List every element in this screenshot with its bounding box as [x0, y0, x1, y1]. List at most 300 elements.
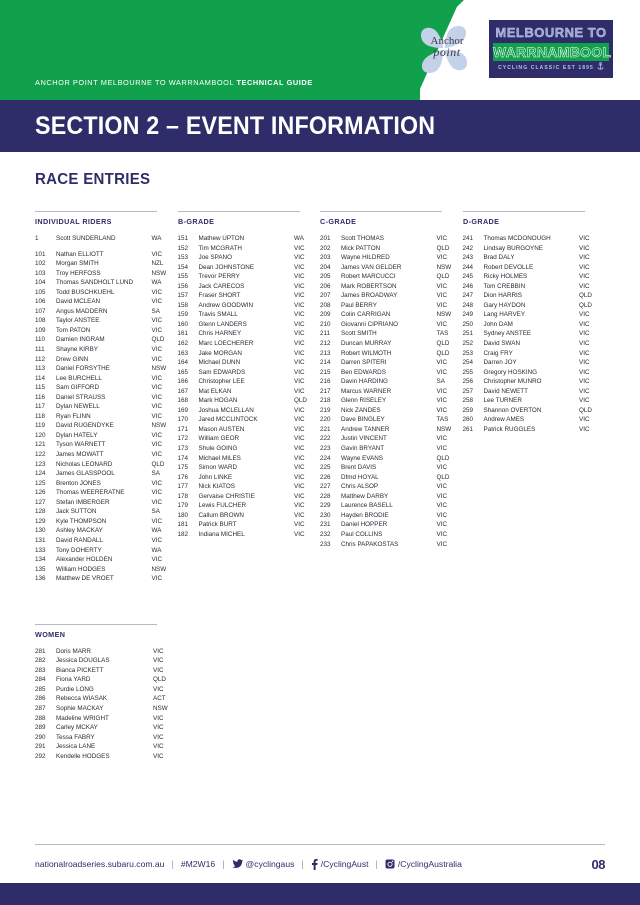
footer-instagram[interactable]: [385, 859, 462, 869]
rider-state: VIC: [294, 340, 305, 348]
rider-state: VIC: [579, 244, 590, 252]
rider-name: Shayne KIRBY: [56, 346, 99, 354]
rider-number: 169: [177, 406, 189, 414]
rider-state: VIC: [436, 292, 447, 300]
rider-name: Thomas SANDHOLT LUND: [56, 279, 134, 287]
rider-state: NZL: [151, 260, 164, 268]
rider-state: QLD: [153, 676, 166, 684]
rider-state: VIC: [151, 441, 162, 449]
rider-state: VIC: [151, 355, 162, 363]
rider-number: 215: [320, 368, 331, 376]
rider-row: [463, 387, 606, 397]
rider-row: [35, 288, 178, 298]
rider-state: VIC: [153, 647, 164, 655]
rider-number: 119: [35, 422, 46, 430]
rider-row: [35, 675, 179, 685]
rider-name: Lang HARVEY: [483, 311, 526, 319]
rider-state: VIC: [153, 666, 164, 674]
rider-number: 247: [462, 292, 474, 300]
rider-row: [320, 377, 463, 387]
rider-number: 124: [35, 470, 46, 478]
rider-row: [320, 530, 463, 540]
rider-number: 134: [35, 556, 46, 564]
rider-number: 172: [177, 435, 189, 443]
rider-state: VIC: [294, 483, 305, 491]
rider-name: Dave BINGLEY: [341, 416, 385, 424]
anchor-word-1: Anchor: [430, 35, 464, 47]
rider-row: [320, 540, 463, 550]
rider-number: 111: [35, 346, 45, 354]
rider-row: [320, 291, 463, 301]
rider-row: [35, 421, 178, 431]
rider-row: [463, 349, 606, 359]
rider-number: 108: [35, 317, 46, 325]
rider-number: 203: [320, 254, 331, 262]
rider-row: [35, 498, 178, 508]
rider-name: Colin CARRIGAN: [341, 311, 391, 319]
rider-row: [320, 511, 463, 521]
footer-twitter-handle: @cyclingaus: [245, 859, 295, 869]
rider-name: Tony DOHERTY: [56, 546, 102, 554]
rider-row: [463, 263, 606, 273]
rider-number: 126: [35, 489, 46, 497]
rider-number: 114: [35, 374, 46, 382]
rider-state: VIC: [151, 556, 162, 564]
rider-name: Andrew AMES: [483, 416, 525, 424]
rider-state: QLD: [436, 273, 450, 281]
rider-name: Ashley MACKAY: [56, 527, 103, 535]
rider-row: [178, 349, 321, 359]
rider-state: VIC: [294, 473, 305, 481]
rider-state: WA: [151, 279, 162, 287]
rider-state: WA: [151, 235, 162, 242]
rider-row: [35, 297, 178, 307]
rider-state: VIC: [151, 451, 162, 459]
rider-state: NSW: [151, 365, 167, 373]
rider-name: Tom PATON: [56, 326, 91, 334]
rider-state: QLD: [151, 336, 165, 344]
rider-state: VIC: [436, 464, 447, 472]
rider-number: 118: [35, 412, 46, 420]
rider-number: 162: [177, 340, 189, 348]
rider-state: QLD: [579, 292, 592, 300]
rider-name: Marcus WARNER: [341, 387, 392, 395]
rider-row: [178, 396, 321, 406]
rider-row: [463, 272, 606, 282]
rider-row: [35, 335, 178, 345]
rider-state: VIC: [436, 445, 447, 453]
rider-number: 291: [35, 743, 46, 751]
rider-row: [35, 666, 179, 676]
rider-row: [463, 234, 606, 244]
rider-state: VIC: [151, 374, 162, 382]
rider-row: [320, 339, 463, 349]
rider-row: [463, 339, 606, 349]
rider-state: VIC: [151, 317, 162, 325]
column-divider: [178, 211, 300, 212]
rider-number: 219: [320, 406, 331, 414]
rider-row: [178, 387, 321, 397]
rider-state: QLD: [579, 301, 592, 309]
rider-state: VIC: [579, 282, 590, 290]
rider-state: VIC: [436, 301, 447, 309]
rider-number: 155: [177, 273, 189, 281]
rider-number: 292: [35, 752, 46, 760]
rider-name: Matthew DARBY: [341, 492, 389, 500]
rider-name: Daniel FORSYTHE: [56, 365, 110, 373]
rider-number: 205: [320, 273, 331, 281]
rider-name: David SWAN: [483, 340, 521, 348]
page-title: RACE ENTRIES: [35, 171, 151, 188]
rider-number: 228: [320, 492, 331, 500]
rider-number: 102: [35, 260, 46, 268]
rider-name: Simon WARD: [198, 464, 238, 472]
rider-number: 245: [462, 273, 474, 281]
m2w-line-2: WARRNAMBOOL: [493, 44, 612, 60]
rider-name: Dfmd HOYAL: [341, 473, 379, 481]
rider-name: Shule GOING: [198, 445, 238, 453]
rider-row: [178, 244, 321, 254]
rider-number: 259: [462, 406, 474, 414]
rider-row: [35, 269, 178, 279]
rider-state: VIC: [579, 387, 590, 395]
rider-name: Wayne HILDRED: [341, 254, 390, 262]
rider-number: 160: [177, 320, 189, 328]
rider-row: [35, 412, 178, 422]
rider-state: ACT: [153, 695, 166, 703]
rider-row: [178, 282, 321, 292]
rider-state: VIC: [151, 403, 162, 411]
rider-number: 163: [177, 349, 189, 357]
rider-name: Tom CREBBIN: [483, 282, 526, 290]
rider-state: VIC: [294, 492, 305, 500]
rider-number: 289: [35, 724, 46, 732]
rider-number: 244: [462, 263, 474, 271]
rider-state: VIC: [579, 368, 590, 376]
rider-state: NSW: [153, 704, 168, 712]
m2w-line-1: MELBOURNE TO: [493, 24, 609, 42]
rider-row: [178, 415, 321, 425]
women-header: WOMEN: [35, 629, 66, 639]
rider-name: Dean JOHNSTONE: [198, 263, 255, 271]
rider-row: [35, 234, 178, 244]
rider-name: Morgan SMITH: [56, 260, 99, 268]
rider-name: Travis SMALL: [198, 311, 238, 319]
rider-state: VIC: [436, 387, 447, 395]
rider-state: VIC: [579, 397, 590, 405]
rider-name: Darren JOY: [483, 359, 517, 367]
rider-name: Alexander HOLDEN: [56, 556, 113, 564]
rider-name: Mathew UPTON: [198, 235, 245, 242]
rider-number: 208: [320, 301, 331, 309]
rider-name: Joe SPANO: [198, 254, 232, 262]
rider-number: 123: [35, 460, 46, 468]
rider-state: VIC: [151, 288, 162, 296]
rider-name: Michael DUNN: [198, 359, 241, 367]
rider-row: [463, 301, 606, 311]
rider-state: QLD: [294, 397, 307, 405]
rider-number: 284: [35, 676, 46, 684]
rider-name: Andrew TANNER: [341, 425, 390, 433]
rider-row: [320, 444, 463, 454]
rider-name: Jared MCCLINTOCK: [198, 416, 258, 424]
rider-state: WA: [151, 527, 162, 535]
rider-state: QLD: [436, 454, 450, 462]
rider-row: [35, 574, 178, 584]
rider-row: [35, 555, 178, 565]
footer-separator: |: [171, 859, 174, 869]
rider-row: [35, 345, 178, 355]
rider-row: [320, 253, 463, 263]
column-divider: [463, 211, 585, 212]
rider-name: Lindsay BURGOYNE: [483, 244, 543, 252]
rider-name: David NEWETT: [483, 387, 528, 395]
rider-row: [35, 742, 179, 752]
rider-state: VIC: [153, 724, 164, 732]
footer-facebook[interactable]: [311, 859, 369, 870]
rider-number: 1: [35, 235, 39, 242]
footer-website[interactable]: nationalroadseries.subaru.com.au: [35, 859, 165, 869]
rider-state: QLD: [436, 244, 450, 252]
rider-row: [178, 520, 321, 530]
rider-name: Davin HARDING: [341, 378, 388, 386]
footer-hashtag[interactable]: #M2W16: [180, 859, 216, 869]
rider-row: [35, 517, 178, 527]
rider-number: 181: [177, 521, 189, 529]
footer-separator: |: [375, 859, 378, 869]
rider-state: SA: [151, 470, 160, 478]
facebook-icon: [311, 859, 318, 870]
rider-state: VIC: [579, 425, 590, 433]
rider-state: VIC: [151, 393, 162, 401]
rider-row: [178, 272, 321, 282]
rider-state: VIC: [436, 502, 447, 510]
rider-number: 210: [320, 320, 331, 328]
header-tagline-plain: ANCHOR POINT MELBOURNE TO WARRNAMBOOL: [35, 78, 237, 87]
rider-row: [320, 263, 463, 273]
rider-state: QLD: [579, 406, 592, 414]
rider-name: Michael MILES: [198, 454, 241, 462]
rider-number: 110: [35, 336, 46, 344]
rider-state: VIC: [436, 282, 447, 290]
rider-name: Indiana MICHEL: [198, 530, 245, 538]
rider-name: Mason AUSTEN: [198, 425, 245, 433]
rider-state: VIC: [579, 263, 590, 271]
rider-number: 127: [35, 498, 46, 506]
rider-number: 283: [35, 666, 46, 674]
rider-number: 131: [35, 536, 46, 544]
rider-row: [35, 393, 178, 403]
rider-row: [35, 316, 178, 326]
rider-name: Patrick BURT: [198, 521, 237, 529]
rider-name: Tyson WARNETT: [56, 441, 106, 449]
rider-name: Shannon OVERTON: [483, 406, 542, 414]
rider-state: VIC: [153, 685, 164, 693]
rider-state: NSW: [151, 565, 167, 573]
rider-number: 217: [320, 387, 331, 395]
rider-name: Jack SUTTON: [56, 508, 97, 516]
rider-state: VIC: [436, 521, 447, 529]
rider-row: [320, 482, 463, 492]
rider-name: Wayne EVANS: [341, 454, 383, 462]
rider-row: [35, 685, 179, 695]
rider-row: [320, 234, 463, 244]
rider-number: 286: [35, 695, 46, 703]
rider-row: [35, 259, 178, 269]
rider-name: Gavin BRYANT: [341, 445, 385, 453]
rider-number: 232: [320, 530, 331, 538]
rider-row: [320, 454, 463, 464]
rider-state: VIC: [294, 435, 305, 443]
rider-row: [35, 250, 178, 260]
rider-row: [320, 492, 463, 502]
rider-row: [178, 482, 321, 492]
rider-name: Lee BURCHELL: [56, 374, 102, 382]
rider-number: 153: [177, 254, 189, 262]
rider-number: 212: [320, 340, 331, 348]
rider-name: Robert DEVOLLE: [483, 263, 534, 271]
rider-row: [320, 244, 463, 254]
rider-number: 178: [177, 492, 189, 500]
rider-number: 159: [177, 311, 189, 319]
melbourne-to-warrnambool-logo: [489, 20, 613, 78]
rider-name: Sophie MACKAY: [56, 704, 104, 712]
rider-row: [35, 694, 179, 704]
rider-name: Taylor ANSTEE: [56, 317, 100, 325]
rider-name: Brenton JONES: [56, 479, 101, 487]
rider-row: [178, 463, 321, 473]
rider-state: TAS: [436, 330, 449, 338]
rider-row: [178, 253, 321, 263]
rider-name: Mark ROBERTSON: [341, 282, 397, 290]
rider-number: 221: [320, 425, 331, 433]
rider-row: [178, 501, 321, 511]
rider-state: VIC: [579, 340, 590, 348]
rider-state: VIC: [579, 235, 590, 242]
rider-state: QLD: [151, 460, 165, 468]
rider-state: VIC: [151, 412, 162, 420]
rider-row: [320, 301, 463, 311]
rider-name: Robert MARCUCCI: [341, 273, 396, 281]
rider-column: [178, 211, 321, 584]
rider-number: 206: [320, 282, 331, 290]
rider-name: Glenn LANDERS: [198, 320, 247, 328]
rider-name: Chris ALSOP: [341, 483, 379, 491]
rider-row: [320, 387, 463, 397]
rider-number: 216: [320, 378, 331, 386]
rider-state: VIC: [579, 330, 590, 338]
rider-row: [178, 329, 321, 339]
rider-row: [35, 440, 178, 450]
rider-columns: [35, 211, 605, 584]
rider-number: 231: [320, 521, 331, 529]
rider-state: WA: [294, 235, 304, 242]
rider-state: QLD: [436, 473, 450, 481]
rider-state: VIC: [294, 330, 305, 338]
rider-number: 170: [177, 416, 189, 424]
rider-name: Ryan FLINN: [56, 412, 91, 420]
anchor-point-wordmark: [414, 36, 480, 58]
rider-row: [35, 546, 178, 556]
rider-state: TAS: [436, 416, 449, 424]
rider-number: 256: [462, 378, 474, 386]
rider-state: VIC: [436, 235, 447, 242]
footer-twitter[interactable]: [232, 859, 295, 869]
rider-row: [320, 434, 463, 444]
rider-row: [35, 383, 178, 393]
rider-row: [35, 355, 178, 365]
rider-state: VIC: [579, 349, 590, 357]
column-header: C-GRADE: [320, 217, 357, 226]
rider-state: NSW: [151, 422, 167, 430]
rider-row: [35, 714, 179, 724]
rider-name: David RUGENDYKE: [56, 422, 114, 430]
rider-row: [178, 434, 321, 444]
rider-name: Marc LOECHERER: [198, 340, 254, 348]
rider-name: Kyle THOMPSON: [56, 517, 107, 525]
rider-row: [463, 329, 606, 339]
rider-state: VIC: [151, 250, 162, 258]
rider-name: Craig FRY: [483, 349, 513, 357]
anchor-icon: [597, 62, 604, 70]
rider-state: WA: [151, 546, 162, 554]
instagram-icon: [385, 859, 395, 869]
rider-number: 285: [35, 685, 46, 693]
rider-row: [178, 320, 321, 330]
rider-state: VIC: [153, 733, 164, 741]
rider-state: VIC: [294, 292, 305, 300]
rider-row: [35, 450, 178, 460]
rider-number: 130: [35, 527, 46, 535]
rider-state: VIC: [294, 454, 305, 462]
rider-name: Giovanni CIPRIANO: [341, 320, 399, 328]
rider-name: John DAM: [483, 320, 513, 328]
rider-number: 255: [462, 368, 474, 376]
rider-number: 152: [177, 244, 189, 252]
page-body: [0, 171, 640, 761]
rider-row: [178, 473, 321, 483]
rider-number: 288: [35, 714, 46, 722]
rider-state: SA: [151, 508, 160, 516]
rider-row: [320, 358, 463, 368]
rider-state: VIC: [294, 320, 305, 328]
rider-state: VIC: [579, 273, 590, 281]
rider-row: [320, 520, 463, 530]
section-band: [0, 100, 640, 152]
rider-name: Robert WILMOTH: [341, 349, 392, 357]
rider-state: VIC: [151, 575, 162, 583]
rider-name: Dylan NEWELL: [56, 403, 100, 411]
rider-row: [35, 278, 178, 288]
rider-name: Lee TURNER: [483, 397, 522, 405]
rider-row: [35, 565, 178, 575]
rider-name: Mark HOGAN: [198, 397, 238, 405]
rider-number: 202: [320, 244, 331, 252]
rider-number: 166: [177, 378, 189, 386]
rider-name: Matthew DE VROET: [56, 575, 114, 583]
m2w-line-3: [493, 61, 609, 73]
rider-name: Andrew GOODWIN: [198, 301, 254, 309]
rider-name: Dylan HATELY: [56, 431, 98, 439]
rider-number: 227: [320, 483, 331, 491]
rider-number: 113: [35, 365, 46, 373]
rider-number: 251: [462, 330, 474, 338]
rider-number: 222: [320, 435, 331, 443]
column-header: D-GRADE: [462, 217, 499, 226]
rider-number: 167: [177, 387, 189, 395]
footer-separator: |: [222, 859, 225, 869]
rider-state: VIC: [436, 254, 447, 262]
